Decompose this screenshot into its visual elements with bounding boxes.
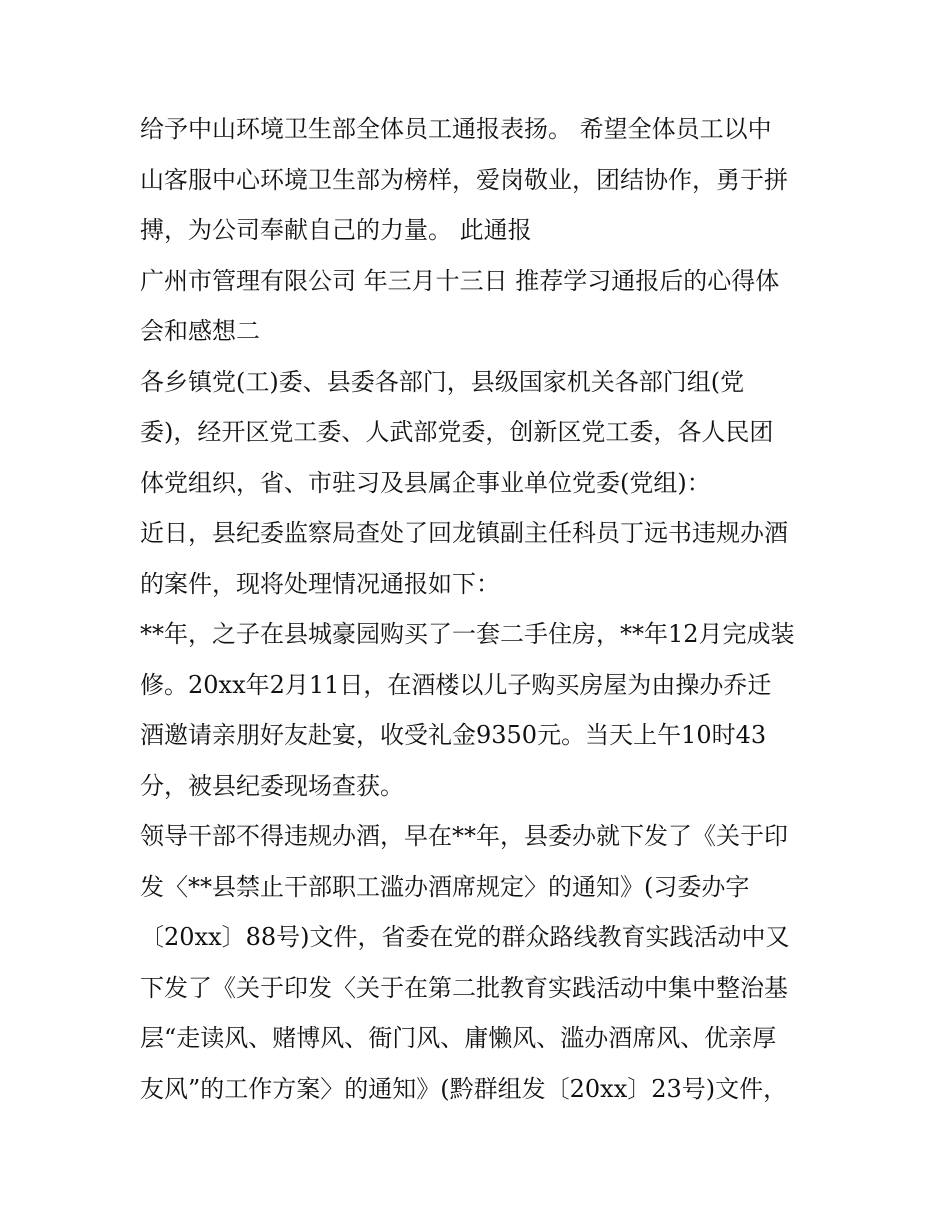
paragraph-regulations: [140, 811, 820, 1114]
text-line: 委)，经开区党工委、人武部党委，创新区党工委，各人民团: [140, 418, 774, 446]
text-line: 近日，县纪委监察局查处了回龙镇副主任科员丁远书违规办酒: [140, 519, 788, 547]
text-line: 各乡镇党(工)委、县委各部门，县级国家机关各部门组(党: [140, 367, 745, 396]
text-line: **年，之子在县城豪园购买了一套二手住房，**年12月完成装: [140, 620, 795, 648]
paragraph-case-intro: [140, 508, 820, 609]
text-line: 分，被县纪委现场查获。: [140, 771, 404, 800]
text-line: 广州市管理有限公司 年三月十三日 推荐学习通报后的心得体: [140, 266, 780, 295]
text-line: 的案件，现将处理情况通报如下：: [140, 569, 500, 598]
paragraph-signature-title: [140, 256, 820, 357]
text-line: 友风”的工作方案〉的通知》(黔群组发〔20xx〕23号)文件，: [140, 1074, 788, 1103]
text-line: 会和感想二: [140, 317, 260, 345]
paragraph-case-details: [140, 609, 820, 811]
text-line: 领导干部不得违规办酒，早在**年，县委办就下发了《关于印: [140, 822, 788, 850]
text-line: 体党组织，省、市驻习及县属企事业单位党委(党组)：: [140, 468, 711, 497]
text-line: 〔20xx〕88号)文件，省委在党的群众路线教育实践活动中又: [140, 923, 790, 951]
text-line: 山客服中心环境卫生部为榜样，爱岗敬业，团结协作，勇于拼: [140, 165, 788, 194]
text-line: 发〈**县禁止干部职工滥办酒席规定〉的通知》(习委办字: [140, 872, 750, 901]
paragraph-commendation: [140, 104, 820, 256]
text-line: 层“走读风、赌博风、衙门风、庸懒风、滥办酒席风、优亲厚: [140, 1024, 777, 1052]
document-body: [140, 104, 820, 1114]
text-line: 修。20xx年2月11日，在酒楼以儿子购买房屋为由操办乔迁: [140, 670, 772, 699]
text-line: 搏，为公司奉献自己的力量。 此通报: [140, 216, 532, 244]
text-line: 下发了《关于印发〈关于在第二批教育实践活动中集中整治基: [140, 973, 788, 1002]
paragraph-recipients: [140, 357, 820, 509]
text-line: 给予中山环境卫生部全体员工通报表扬。 希望全体员工以中: [140, 115, 772, 143]
text-line: 酒邀请亲朋好友赴宴，收受礼金9350元。当天上午10时43: [140, 721, 767, 749]
